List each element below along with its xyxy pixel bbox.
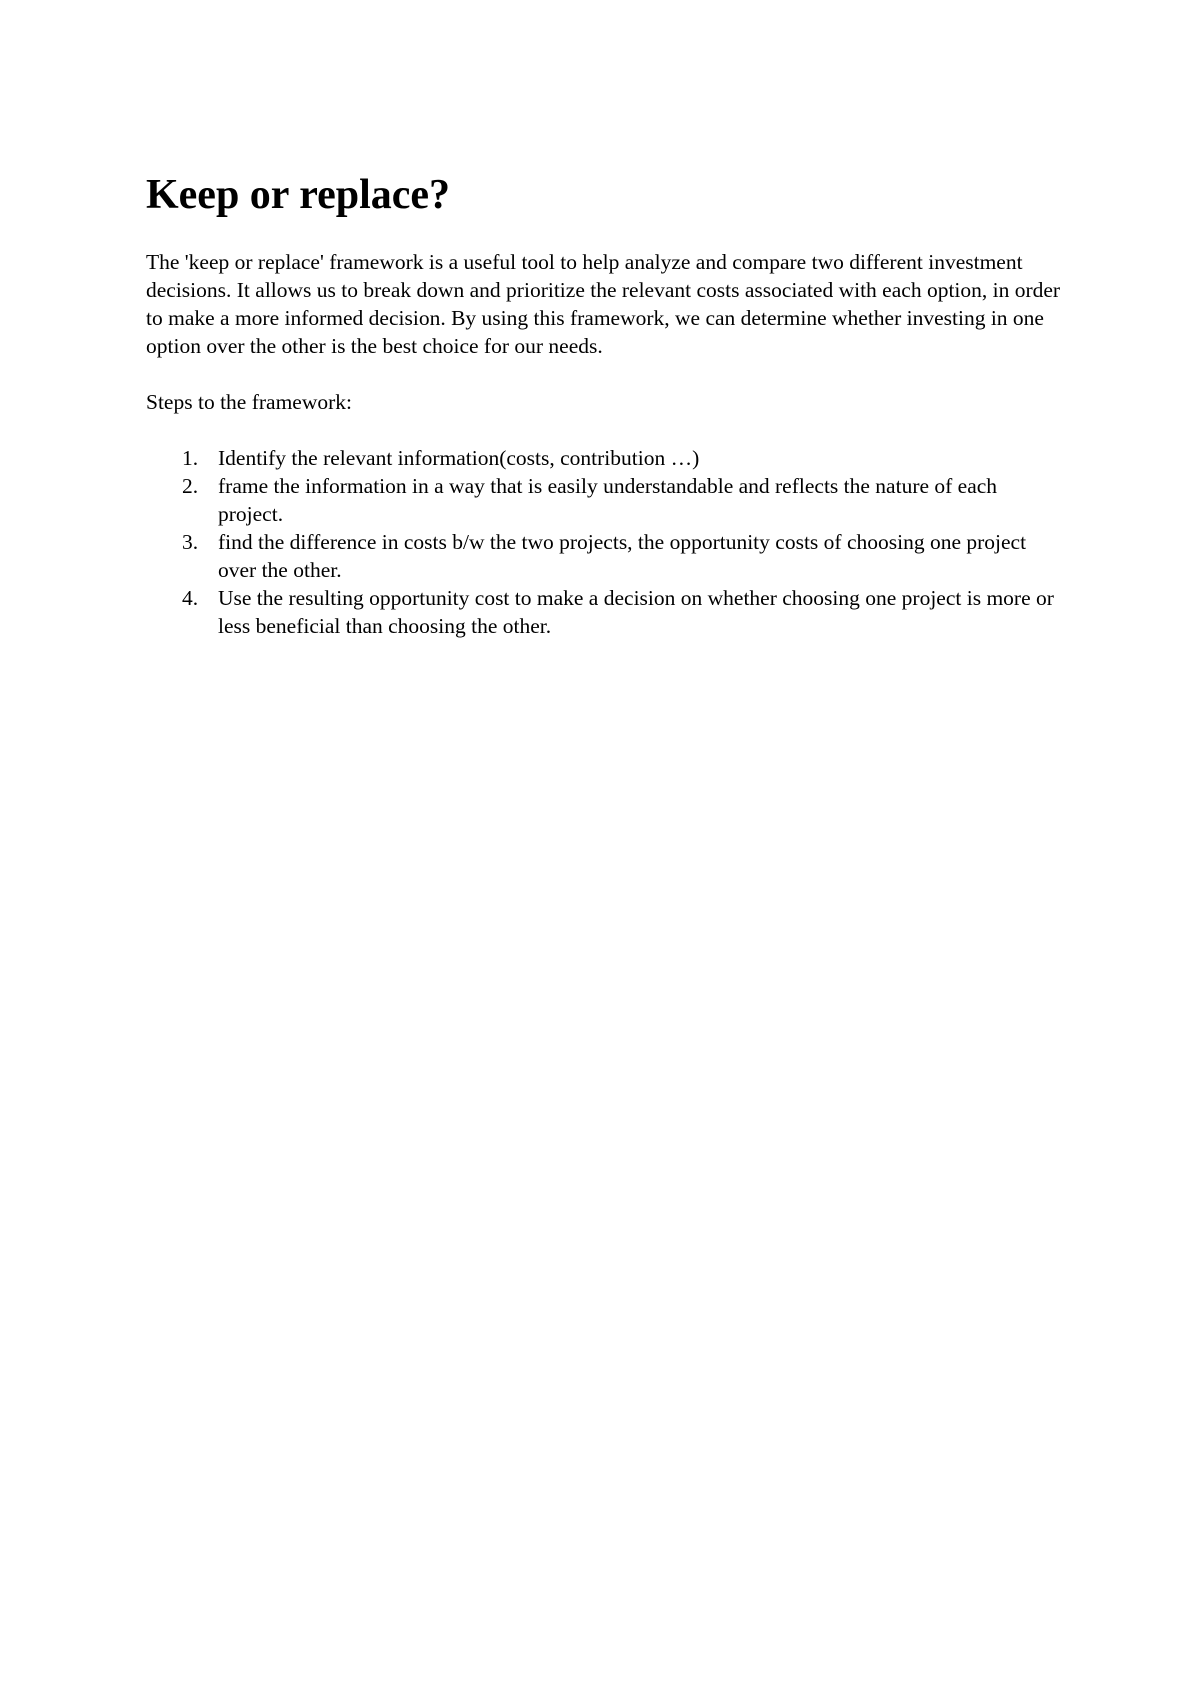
step-text: frame the information in a way that is easily understandable and reflects the nature of each project. [218, 474, 998, 526]
steps-heading: Steps to the framework: [146, 390, 352, 414]
document-title: Keep or replace? [146, 172, 451, 218]
step-text: Use the resulting opportunity cost to make a decision on whether choosing one project is more or less beneficial than choosing the other. [218, 586, 1054, 638]
intro-paragraph: The 'keep or replace' framework is a useful tool to help analyze and compare two different investment decisions. It allows us to break down and prioritize the relevant costs associated with each option, in order to make a more informed decision. By using this framework, we can determine whether investing in one option over the other is the best choice for our needs. [146, 250, 1061, 358]
step-number: 3. [182, 530, 199, 554]
steps-list [146, 444, 1066, 640]
step-text: find the difference in costs b/w the two projects, the opportunity costs of choosing one project over the other. [218, 530, 1027, 582]
step-item-2 [146, 472, 1066, 528]
step-number: 1. [182, 446, 199, 470]
document-content [146, 170, 1066, 640]
step-text: Identify the relevant information(costs, contribution …) [218, 446, 700, 470]
step-item-1 [146, 444, 1066, 472]
step-number: 4. [182, 586, 199, 610]
step-number: 2. [182, 474, 199, 498]
step-item-3 [146, 528, 1066, 584]
step-item-4 [146, 584, 1066, 640]
